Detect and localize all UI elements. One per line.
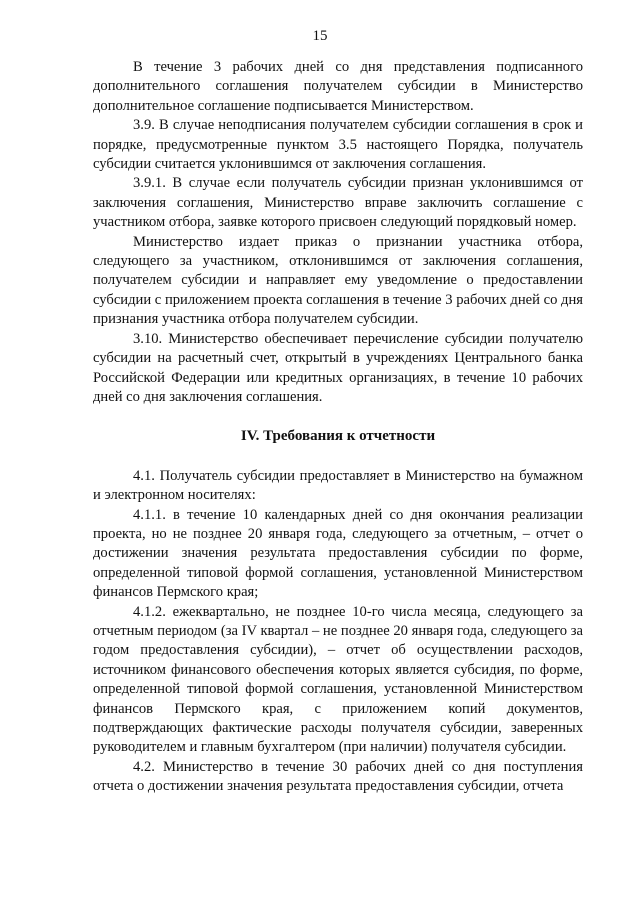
paragraph-3-10: 3.10. Министерство обеспечивает перечисление субсидии получателю субсидии на расчетный счет, открытый в учреждениях Центрального банка Российской Федерации или кредитных организациях, в течение 10 рабочих дней со дня заключения соглашения. <box>93 330 583 405</box>
document-body <box>93 58 583 797</box>
section-heading: IV. Требования к отчетности <box>240 428 436 445</box>
paragraph-extra-agreement: В течение 3 рабочих дней со дня представления подписанного дополнительного соглашения получателем субсидии в Министерство дополнительное соглашение подписывается Министерством. <box>93 59 583 114</box>
paragraph-4-1-2: 4.1.2. ежеквартально, не позднее 10-го числа месяца, следующего за отчетным периодом (за IV квартал – не позднее 20 января года, следующего за годом предоставления субсидии), – отчет об осуществлении расходов, источником финансового обеспечения которых является субсидия, по форме, определенной типовой формой соглашения, установленной Министерством финансов Пермского края, с приложением копий документов, подтверждающих фактические расходы получателя субсидии, заверенных руководителем и главным бухгалтером (при наличии) получателя субсидии. <box>93 603 583 756</box>
paragraph-4-1-1: 4.1.1. в течение 10 календарных дней со дня окончания реализации проекта, но не позднее 20 января года, следующего за отчетным, – отчет о достижении значения результата предоставления субсидии по форме, определенной типовой формой соглашения, установленной Министерством финансов Пермского края; <box>93 506 583 601</box>
paragraph-4-2: 4.2. Министерство в течение 30 рабочих дней со дня поступления отчета о достижении значения результата предоставления субсидии, отчета <box>93 758 583 795</box>
page-number: 15 <box>312 28 328 44</box>
paragraph-3-9: 3.9. В случае неподписания получателем субсидии соглашения в срок и порядке, предусмотренные пунктом 3.5 настоящего Порядка, получатель субсидии считается уклонившимся от заключения соглашения. <box>93 117 583 173</box>
paragraph-4-1: 4.1. Получатель субсидии предоставляет в Министерство на бумажном и электронном носителях: <box>93 467 583 504</box>
paragraph-ministry-order: Министерство издает приказ о признании участника отбора, следующего за участником, отклонившимся от заключения соглашения, получателем субсидии и направляет ему уведомление о предоставлении субсидии с приложением проекта соглашения в течение 3 рабочих дней со дня признания участника отбора получателем субсидии. <box>93 233 583 328</box>
paragraph-3-9-1: 3.9.1. В случае если получатель субсидии признан уклонившимся от заключения соглашения, Министерство вправе заключить соглашение с участником отбора, заявке которого присвоен следующий порядковый номер. <box>93 175 583 231</box>
